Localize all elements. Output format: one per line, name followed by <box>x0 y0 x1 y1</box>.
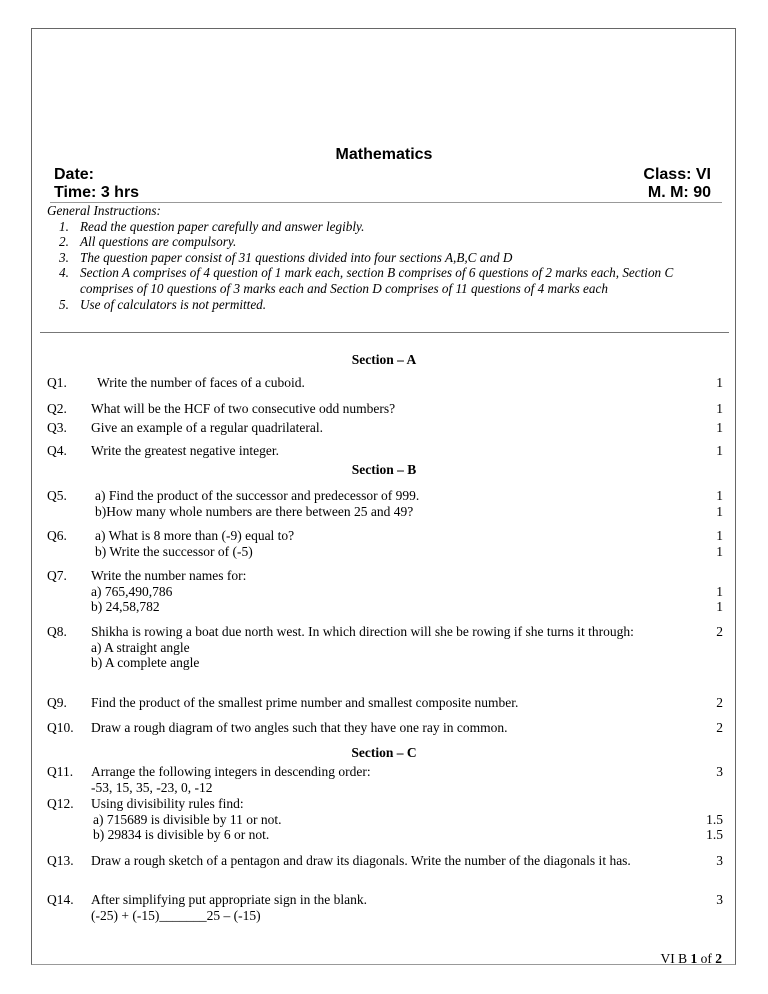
class-label: Class: VI <box>643 166 711 183</box>
question-text: Shikha is rowing a boat due north west. In which direction will she be rowing if she turns it through: <box>91 624 634 639</box>
section-c-heading: Section – C <box>351 745 417 760</box>
question-number: Q2. <box>47 401 67 416</box>
part-text: a) What is 8 more than (-9) equal to? <box>95 528 295 543</box>
max-marks-label: M. M: 90 <box>647 184 711 201</box>
instruction-number: 5. <box>59 296 69 312</box>
question-number: Q4. <box>47 443 67 458</box>
section-b-heading: Section – B <box>351 462 417 477</box>
page-total: 2 <box>715 951 722 966</box>
part-text: b)How many whole numbers are there between 25 and 49? <box>95 503 414 519</box>
page-number: 1 <box>690 951 698 966</box>
question-marks: 2 <box>716 624 723 639</box>
instruction-number: 1. <box>59 218 69 234</box>
question-q14 <box>47 892 723 923</box>
instruction-item <box>47 250 727 266</box>
question-marks: 1 <box>716 375 723 390</box>
question-text: Find the product of the smallest prime number and smallest composite number. <box>91 695 519 710</box>
question-expression: (-25) + (-15)_______25 – (-15) <box>91 907 261 923</box>
question-part <box>91 584 723 600</box>
question-number: Q1. <box>47 375 67 390</box>
instruction-number: 3. <box>59 249 69 265</box>
question-part: b) A complete angle <box>91 655 200 670</box>
question-number: Q13. <box>47 853 74 868</box>
question-part <box>95 504 723 520</box>
part-marks: 1 <box>716 528 723 543</box>
question-marks: 3 <box>716 853 723 868</box>
question-marks: 1 <box>716 443 723 458</box>
question-number: Q6. <box>47 528 67 543</box>
instruction-item <box>47 219 727 235</box>
question-marks: 3 <box>716 764 723 779</box>
instructions-title: General Instructions: <box>47 203 161 218</box>
instruction-text: Read the question paper carefully and answer legibly. <box>80 218 365 234</box>
question-q11 <box>47 764 723 795</box>
question-number: Q10. <box>47 720 74 735</box>
question-part <box>95 528 723 544</box>
question-q13 <box>47 853 723 869</box>
part-text: a) 765,490,786 <box>91 583 173 599</box>
instruction-text: Use of calculators is not permitted. <box>80 296 267 312</box>
instruction-number: 4. <box>59 265 69 281</box>
question-marks: 1 <box>716 420 723 435</box>
question-q5 <box>47 488 723 519</box>
question-q3 <box>47 420 723 436</box>
question-number: Q14. <box>47 892 74 907</box>
part-marks: 1.5 <box>706 811 723 827</box>
question-part <box>91 599 723 615</box>
question-text: After simplifying put appropriate sign in the blank. <box>91 892 367 907</box>
part-marks: 1 <box>716 599 723 614</box>
question-q8 <box>47 624 723 671</box>
instruction-text: Section A comprises of 4 question of 1 mark each, section B comprises of 6 questions of 2 marks each, Section C comprises of 10 questions of 3 marks each and Section D comprises of 11 questions of 4 marks each <box>80 265 674 296</box>
question-text: What will be the HCF of two consecutive odd numbers? <box>91 401 396 416</box>
question-q7 <box>47 568 723 615</box>
part-text: b) Write the successor of (-5) <box>95 543 253 559</box>
part-text: a) 715689 is divisible by 11 or not. <box>93 811 282 827</box>
instruction-item <box>47 297 727 313</box>
question-text: Write the greatest negative integer. <box>91 443 279 458</box>
instruction-text: All questions are compulsory. <box>80 234 237 250</box>
instruction-number: 2. <box>59 234 69 250</box>
question-part <box>91 827 723 843</box>
page-footer <box>661 951 723 966</box>
question-text: Arrange the following integers in descending order: <box>91 764 371 779</box>
part-marks: 1 <box>716 488 723 503</box>
question-marks: 1 <box>716 401 723 416</box>
question-number: Q11. <box>47 764 74 779</box>
instruction-item <box>47 265 727 296</box>
question-q6 <box>47 528 723 559</box>
part-text: b) 29834 is divisible by 6 or not. <box>93 827 270 842</box>
question-marks: 3 <box>716 892 723 907</box>
question-part: a) A straight angle <box>91 639 190 655</box>
question-integers: -53, 15, 35, -23, 0, -12 <box>91 779 213 795</box>
instructions-list <box>47 219 727 313</box>
part-marks: 1 <box>716 583 723 599</box>
part-marks: 1.5 <box>706 827 723 842</box>
instruction-text: The question paper consist of 31 questions divided into four sections A,B,C and D <box>80 249 513 265</box>
question-q9 <box>47 695 723 711</box>
question-q1 <box>47 375 723 391</box>
question-number: Q12. <box>47 796 74 811</box>
question-part <box>95 544 723 560</box>
general-instructions <box>47 203 727 312</box>
question-q10 <box>47 720 723 736</box>
question-text: Write the number of faces of a cuboid. <box>97 375 305 390</box>
question-q4 <box>47 443 723 459</box>
question-number: Q3. <box>47 420 67 435</box>
question-number: Q8. <box>47 624 67 639</box>
question-number: Q7. <box>47 568 67 583</box>
question-text: Using divisibility rules find: <box>91 796 244 811</box>
instructions-divider <box>40 332 729 333</box>
question-marks: 2 <box>716 720 723 735</box>
subject-title: Mathematics <box>335 146 433 163</box>
instruction-item <box>47 234 727 250</box>
part-text: a) Find the product of the successor and predecessor of 999. <box>95 488 420 503</box>
part-text: b) 24,58,782 <box>91 599 160 614</box>
question-q2 <box>47 401 723 417</box>
section-a-heading: Section – A <box>351 352 417 367</box>
question-text: Draw a rough sketch of a pentagon and draw its diagonals. Write the number of the diagonals it has. <box>91 853 631 868</box>
question-part <box>91 812 723 828</box>
footer-prefix: VI B <box>660 951 691 966</box>
question-text: Give an example of a regular quadrilateral. <box>91 420 324 435</box>
question-q12 <box>47 796 723 843</box>
question-part <box>95 488 723 504</box>
question-number: Q5. <box>47 488 67 503</box>
part-marks: 1 <box>716 503 723 519</box>
question-text: Write the number names for: <box>91 568 247 583</box>
question-text: Draw a rough diagram of two angles such that they have one ray in common. <box>91 720 508 735</box>
date-label: Date: <box>54 166 95 183</box>
question-number: Q9. <box>47 695 67 710</box>
footer-of: of <box>697 951 716 966</box>
part-marks: 1 <box>716 543 723 559</box>
question-marks: 2 <box>716 695 723 710</box>
time-label: Time: 3 hrs <box>54 184 140 201</box>
